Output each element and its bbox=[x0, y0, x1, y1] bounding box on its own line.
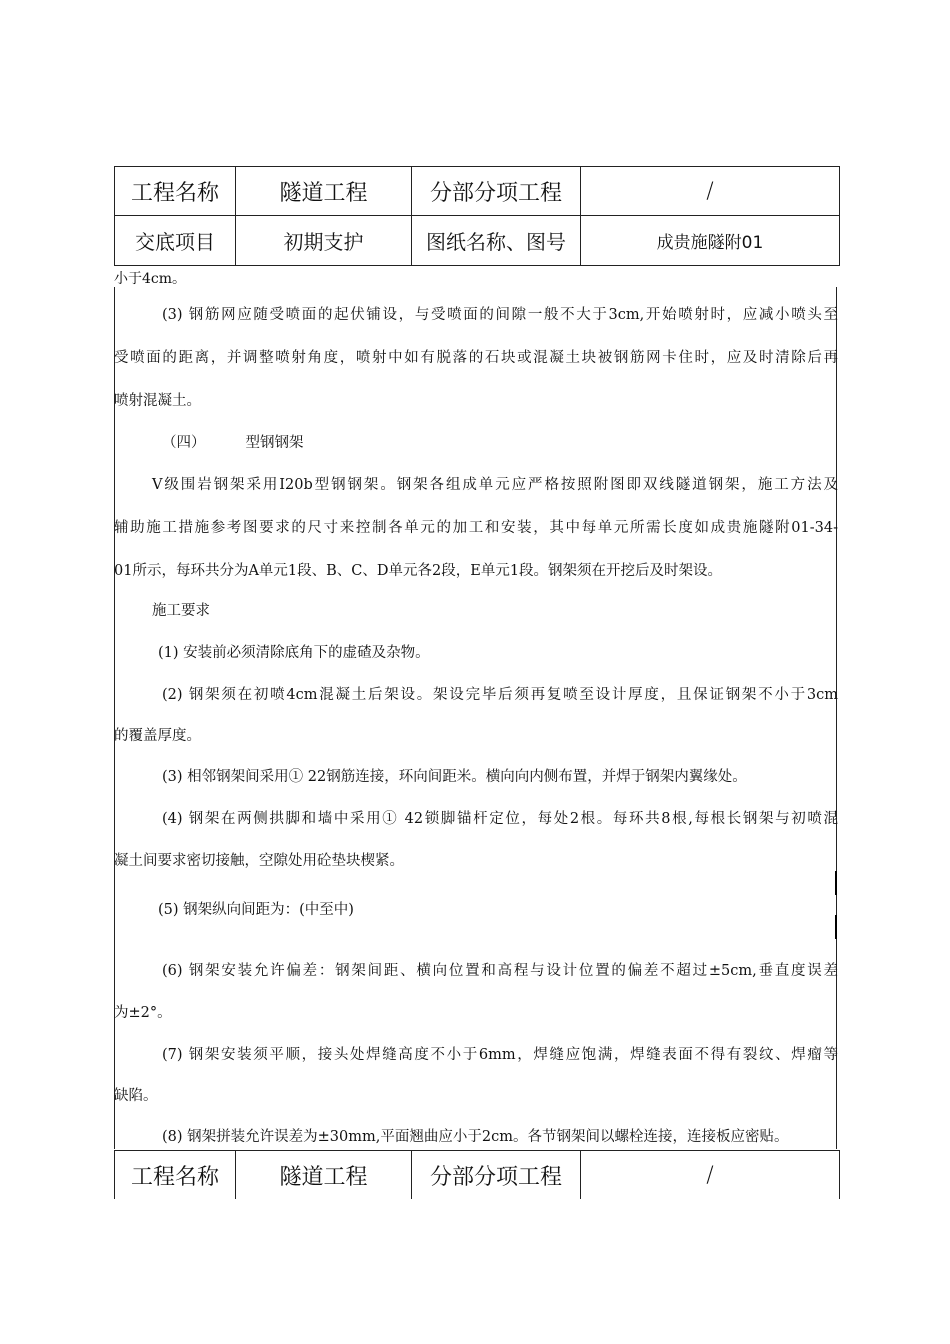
req-2-line-1: (2) 钢架须在初喷4cm混凝土后架设。架设完毕后须再复喷至设计厚度，且保证钢架不小于3cm bbox=[162, 687, 838, 703]
para-3-line-1: (3) 钢筋网应随受喷面的起伏铺设，与受喷面的间隙一般不大于3cm,开始喷射时，应减小喷头至 bbox=[162, 307, 838, 323]
req-4-line-2: 凝土间要求密切接触，空隙处用砼垫块楔紧。 bbox=[114, 853, 404, 869]
para-3-line-2: 受喷面的距离，并调整喷射角度，喷射中如有脱落的石块或混凝土块被钢筋网卡住时，应及时清除后再 bbox=[114, 350, 838, 366]
project-name-value: 隧道工程 bbox=[236, 167, 412, 216]
intro-line-2: 辅助施工措施参考图要求的尺寸来控制各单元的加工和安装，其中每单元所需长度如成贵施隧附01-34- bbox=[114, 520, 838, 536]
carry-over-text: 小于4cm。 bbox=[114, 271, 187, 287]
para-3-line-3: 喷射混凝土。 bbox=[114, 393, 201, 409]
intro-line-3: 01所示，每环共分为A单元1段、B、C、D单元各2段，E单元1段。钢架须在开挖后及时架设。 bbox=[114, 563, 723, 579]
section-number: （四） bbox=[162, 435, 206, 451]
project-name-value: 隧道工程 bbox=[236, 1151, 412, 1200]
project-name-label: 工程名称 bbox=[115, 1151, 236, 1200]
req-1: (1) 安装前必须清除底角下的虚碴及杂物。 bbox=[158, 645, 430, 661]
req-7-line-2: 缺陷。 bbox=[114, 1088, 158, 1104]
sub-project-label: 分部分项工程 bbox=[412, 167, 581, 216]
req-4-line-1: (4) 钢架在两侧拱脚和墙中采用① 42锁脚锚杆定位，每处2根。每环共8根,每根长钢架与初喷混 bbox=[162, 811, 838, 827]
req-6-line-1: (6) 钢架安装允许偏差：钢架间距、横向位置和高程与设计位置的偏差不超过±5cm,垂直度误差 bbox=[162, 963, 838, 979]
margin-rule bbox=[835, 871, 837, 895]
req-5: (5) 钢架纵向间距为：(中至中) bbox=[158, 902, 354, 918]
section-title: 型钢钢架 bbox=[245, 435, 304, 451]
req-2-line-2: 的覆盖厚度。 bbox=[114, 728, 201, 744]
next-page-header-table bbox=[114, 1150, 840, 1199]
sub-project-value: / bbox=[581, 1151, 840, 1200]
sub-project-value: / bbox=[581, 167, 840, 216]
requirements-title: 施工要求 bbox=[152, 603, 210, 619]
sub-project-label: 分部分项工程 bbox=[412, 1151, 581, 1200]
item-label: 交底项目 bbox=[115, 216, 236, 266]
intro-line-1: V级围岩钢架采用I20b型钢钢架。钢架各组成单元应严格按照附图即双线隧道钢架，施工方法及 bbox=[152, 477, 838, 493]
req-8: (8) 钢架拼装允许误差为±30mm,平面翘曲应小于2cm。各节钢架间以螺栓连接，连接板应密贴。 bbox=[162, 1129, 789, 1145]
req-7-line-1: (7) 钢架安装须平顺，接头处焊缝高度不小于6mm，焊缝应饱满，焊缝表面不得有裂纹、焊瘤等 bbox=[162, 1047, 838, 1063]
drawing-label: 图纸名称、图号 bbox=[412, 216, 581, 266]
req-3: (3) 相邻钢架间采用① 22钢筋连接，环向间距米。横向向内侧布置，并焊于钢架内翼缘处。 bbox=[162, 769, 747, 785]
item-value: 初期支护 bbox=[236, 216, 412, 266]
req-6-line-2: 为±2°。 bbox=[114, 1005, 172, 1021]
project-name-label: 工程名称 bbox=[115, 167, 236, 216]
drawing-value: 成贵施隧附01 bbox=[581, 216, 840, 266]
section-heading bbox=[114, 433, 838, 453]
header-table bbox=[114, 166, 840, 266]
